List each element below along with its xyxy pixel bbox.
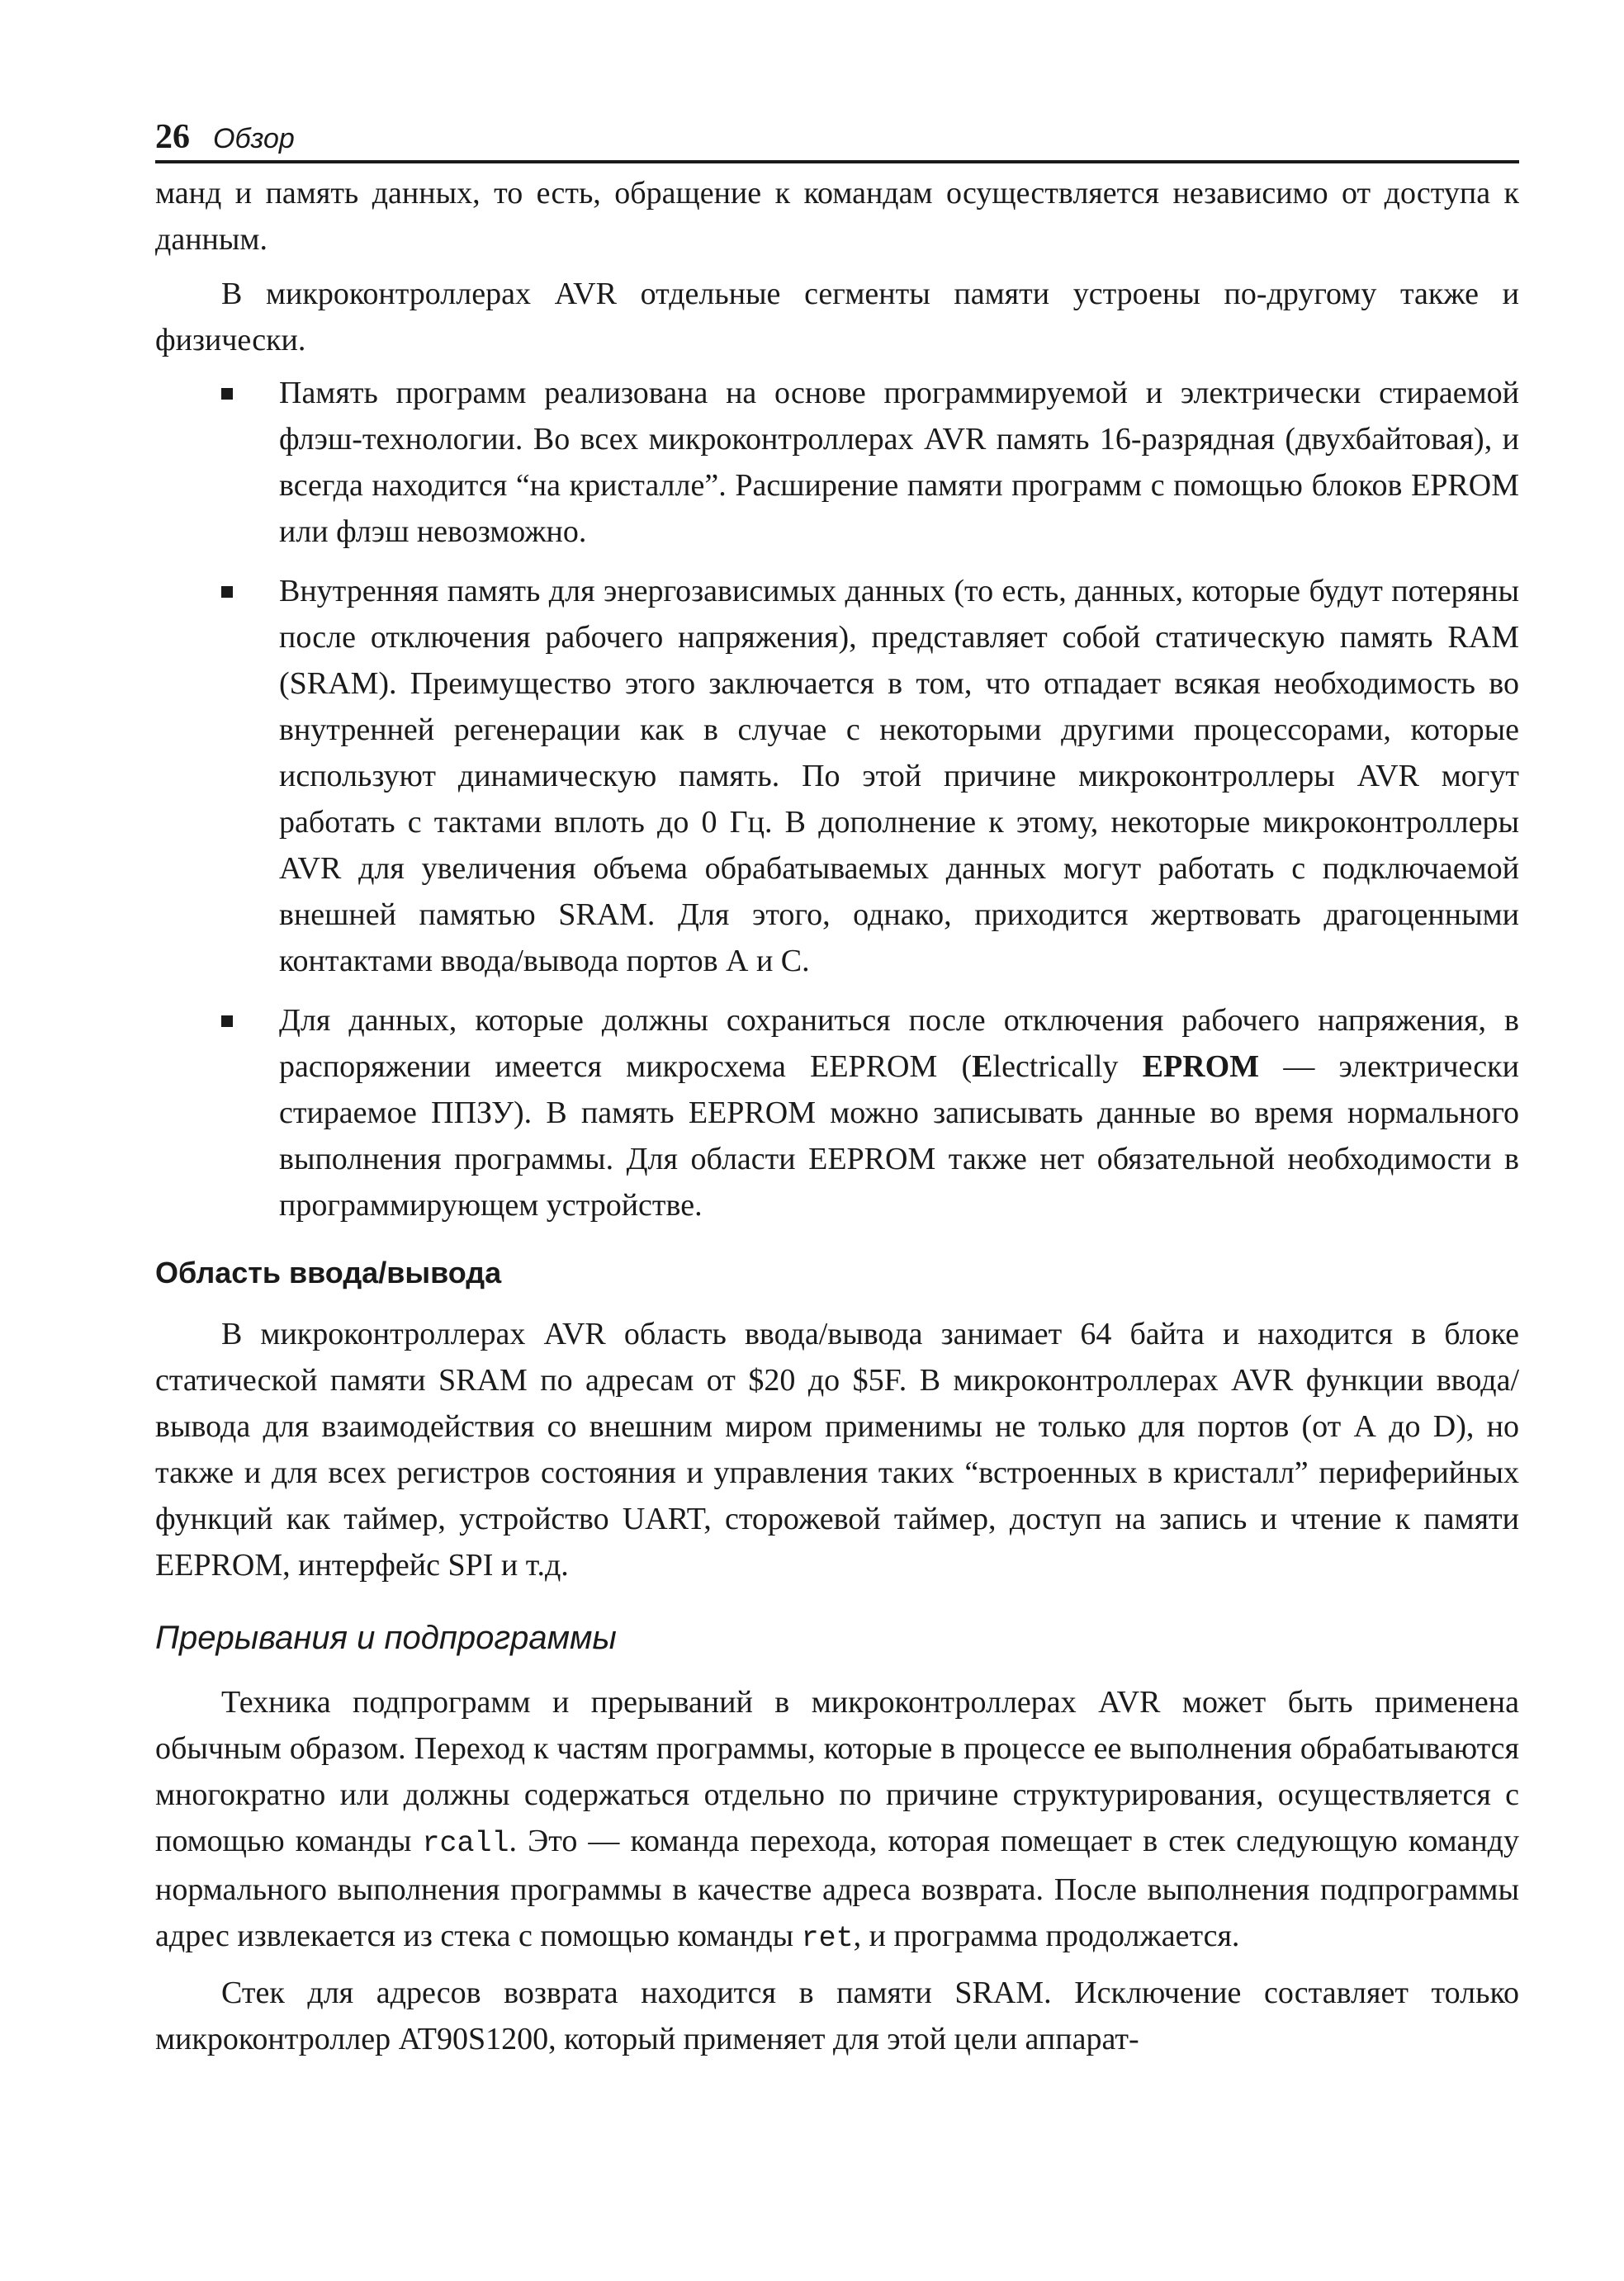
bullet-square-icon [221, 586, 233, 598]
list-item [279, 997, 1519, 1228]
list-item-text: Внутренняя память для энергозависимых данных (то есть, данных, которые будут потеряны после отключения рабочего напряжения), представляет собой статическую память RAM (SRAM). Преимущество этого заключается в том, что отпадает всякая необходимость во внутренней регенерации как в случае с некоторыми другими процессорами, которые используют динамическую память. По этой причине микроконтроллеры AVR могут работать с тактами вплоть до 0 Гц. В дополнение к этому, некоторые микроконтроллеры AVR для увеличения объема обрабатываемых данных могут работать с подключаемой внешней памятью SRAM. Для этого, однако, приходится жертвовать драгоценными контактами ввода/вывода портов А и С. [279, 574, 1519, 978]
section-heading-interrupts: Прерывания и подпрограммы [155, 1620, 617, 1656]
page-number: 26 [155, 118, 190, 156]
code-rcall: rcall [422, 1827, 509, 1860]
memory-bullet-list [155, 370, 1519, 1228]
list-item-text-after: — электрически стираемое ППЗУ). В память EEPROM можно записывать данные во время нормального выполнения программы. Для области EEPROM также нет обязательной необходимости в программирующем устройстве. [279, 1049, 1519, 1223]
eeprom-letters-eprom: EPROM [1142, 1049, 1260, 1084]
bullet-square-icon [221, 1015, 233, 1027]
paragraph-subroutines [155, 1679, 1519, 1962]
text-run: Техника подпрограмм и прерываний в микроконтроллерах AVR может быть применена обычным образом. Переход к частям программы, которые в процессе ее выполнения обрабатываются многократно или должны содержаться отдельно по причине структурирования, осуществляется с помощью команды [155, 1685, 1519, 1858]
list-item [279, 370, 1519, 555]
section-heading-io: Область ввода/вывода [155, 1256, 502, 1290]
eeprom-letter-e: E [972, 1049, 993, 1084]
list-item-text-mid: lectrically [992, 1049, 1143, 1084]
list-item [279, 568, 1519, 984]
code-ret: ret [801, 1922, 854, 1955]
bullet-square-icon [221, 388, 233, 400]
paragraph-stack: Стек для адресов возврата находится в памяти SRAM. Исключение составляет только микроконтроллер AT90S1200, который применяет для этой цели аппарат- [155, 1976, 1519, 2056]
running-header [155, 114, 1519, 163]
text-run: . Это — команда перехода, которая помещает в стек следующую команду нормального выполнения программы в качестве адреса возврата. После выполнения подпрограммы адрес извлекается из стека с помощью команды [155, 1824, 1519, 1953]
list-item-text: Память программ реализована на основе программируемой и электрически стираемой флэш-технологии. Во всех микроконтроллерах AVR память 16-разрядная (двухбайтовая), и всегда находится “на кристалле”. Расширение памяти программ с помощью блоков EPROM или флэш невозможно. [279, 376, 1519, 549]
paragraph-memory-segments: В микроконтроллерах AVR отдельные сегменты памяти устроены по-другому также и физически. [155, 277, 1519, 357]
page-content [155, 170, 1519, 2062]
text-run: , и программа продолжается. [853, 1919, 1240, 1953]
section-name: Обзор [213, 123, 295, 154]
paragraph-io-area: В микроконтроллерах AVR область ввода/вывода занимает 64 байта и находится в блоке статической памяти SRAM по адресам от $20 до $5F. В микроконтроллерах AVR функции ввода/вывода для взаимодействия со внешним миром применимы не только для портов (от А до D), но также и для всех регистров состояния и управления таких “встроенных в кристалл” периферийных функций как таймер, устройство UART, сторожевой таймер, доступ на запись и чтение к памяти EEPROM, интерфейс SPI и т.д. [155, 1317, 1519, 1583]
list-item-text-before: Для данных, которые должны сохраниться после отключения рабочего напряжения, в распоряжении имеется микросхема EEPROM ( [279, 1003, 1519, 1084]
paragraph-continuation: манд и память данных, то есть, обращение к командам осуществляется независимо от доступа к данным. [155, 176, 1519, 257]
